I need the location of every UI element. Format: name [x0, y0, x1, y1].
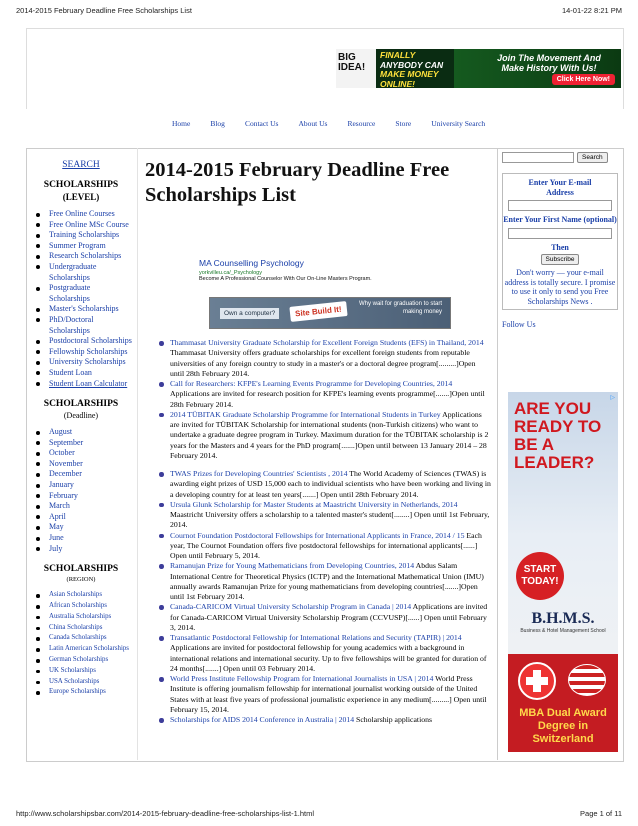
top-nav [172, 119, 505, 128]
list-item [157, 561, 491, 602]
swiss-flag-icon [518, 662, 556, 700]
strip-right-text: Why wait for graduation to start making money [358, 301, 442, 315]
list-item[interactable]: September [30, 438, 132, 449]
list-item[interactable]: March [30, 501, 132, 512]
item-text: World Press Institute is offering journalism fellowship for international journalist working outside of the United States with at least five years of professional journalistic experience in any medium[.........] Open until February 15, 2014. [170, 674, 487, 714]
text-ad-headline[interactable]: MA Counselling Psychology [199, 258, 304, 268]
banner-strip-ad[interactable] [209, 297, 451, 329]
sidebar-search-link[interactable]: SEARCH [62, 160, 100, 170]
list-item[interactable]: April [30, 512, 132, 523]
list-item[interactable]: May [30, 522, 132, 533]
privacy-note: Don't worry — your e-mail address is totally secure. I promise to use it only to send you Free Scholarships News . [504, 268, 616, 306]
email-label: Enter Your E-mail Address [528, 178, 592, 197]
search-button[interactable]: Search [577, 152, 608, 163]
nav-university-search[interactable]: University Search [431, 119, 486, 128]
list-item [157, 602, 491, 633]
left-sidebar [30, 160, 132, 707]
skyscraper-ad[interactable] [508, 392, 618, 752]
list-item[interactable]: February [30, 491, 132, 502]
item-text: Applications are invited for research position for KFPE's learning events programme[.......]Open until 28th February 2014. [170, 389, 485, 409]
main-content [145, 158, 493, 724]
strip-left-text: Own a computer? [220, 308, 279, 319]
page-title: 2014-2015 February Deadline Free Scholarships List [145, 159, 450, 206]
list-item[interactable]: June [30, 533, 132, 544]
follow-us-label: Follow Us [502, 320, 536, 329]
list-item [157, 379, 491, 410]
nav-home[interactable]: Home [172, 119, 191, 128]
list-item[interactable]: Europe Scholarships [30, 687, 132, 698]
email-field[interactable] [508, 200, 612, 211]
item-link[interactable]: Scholarships for AIDS 2014 Conference in Australia | 2014 [170, 715, 355, 724]
level-heading: SCHOLARSHIPS [43, 180, 119, 190]
list-item[interactable]: Summer Program [30, 241, 132, 252]
item-link[interactable]: World Press Institute Fellowship Program for International Journalists in USA | 2014 [170, 674, 434, 683]
item-link[interactable]: Ramanujan Prize for Young Mathematicians from Developing Countries, 2014 [170, 561, 415, 571]
banner-ad[interactable] [336, 49, 621, 88]
list-item[interactable]: Latin American Scholarships [30, 644, 132, 655]
scholarship-list [157, 338, 491, 725]
item-link[interactable]: Call for Researchers: KFPE's Learning Events Programme for Developing Countries, 2014 [170, 379, 453, 388]
name-field[interactable] [508, 228, 612, 239]
list-item[interactable]: January [30, 480, 132, 491]
item-text: Applications are invited for TÜBITAK Scholarship for international students (non-Turkish citizens) who want to undertake a graduate degree program in Turkey. Maximum duration for the TÜBITAK scholarship is 2 years for the Masters and 4 years for the PhD program[.......]Open until between 13 January 2014 – 28 February 2014. [170, 409, 489, 460]
item-text: Thammasat University offers graduate scholarships for excellent foreign students from reputable universities of any foreign country to study in a master's or a doctoral degree program[.........]Open until 28th February 2014. [170, 348, 476, 378]
ad-brand: B.H.M.S. [531, 610, 595, 627]
list-item[interactable]: Master's Scholarships [30, 304, 132, 315]
nav-store[interactable]: Store [395, 119, 412, 128]
item-text: Applications are invited for Canada-CARICOM Virtual University Scholarship Program (CCVUSP)[......] Open until February 3, 2014. [170, 602, 488, 632]
nav-contact[interactable]: Contact Us [244, 119, 279, 128]
list-item[interactable]: Student Loan [30, 368, 132, 379]
list-spacer [157, 461, 491, 469]
ad-brand-sub: Business & Hotel Management School [520, 628, 606, 634]
text-ad-url[interactable]: yorkvilleu.ca/_Psychology [199, 270, 262, 276]
item-link[interactable]: Thammasat University Graduate Scholarship for Excellent Foreign Students (EFS) in Thailand, 2014 [170, 338, 484, 347]
item-link[interactable]: Ursula Glunk Scholarship for Master Students at Maastricht University in Netherlands, 2014 [170, 499, 458, 509]
list-item[interactable]: PhD/Doctoral Scholarships [30, 315, 132, 336]
list-item[interactable]: China Scholarships [30, 623, 132, 634]
nav-blog[interactable]: Blog [210, 119, 225, 128]
ad-choices-icon[interactable]: ▷ [610, 395, 615, 401]
list-item[interactable]: Research Scholarships [30, 251, 132, 262]
newsletter-form [502, 173, 618, 310]
right-sidebar [502, 152, 618, 329]
list-item[interactable]: Australia Scholarships [30, 612, 132, 623]
item-text: Each year, The Cournot Foundation offers five postdoctoral fellowships for international applicants[......] Open until February 5, 2014. [170, 530, 482, 560]
item-link[interactable]: Cournot Foundation Postdoctoral Fellowships for International Applicants in France, 2014 / 15 [170, 530, 465, 540]
level-subheading: (LEVEL) [62, 192, 100, 202]
text-ad-body: Become A Professional Counselor With Our On-Line Masters Program. [199, 276, 372, 282]
list-item[interactable]: August [30, 427, 132, 438]
strip-mid-text: Site Build It! [289, 301, 347, 322]
print-footer-page: Page 1 of 11 [580, 809, 622, 818]
list-item [157, 674, 491, 715]
list-item[interactable]: Postdoctoral Scholarships [30, 336, 132, 347]
item-link[interactable]: 2014 TÜBITAK Graduate Scholarship Programme for International Students in Turkey [170, 409, 441, 419]
list-item [157, 410, 491, 461]
print-header-title: 2014-2015 February Deadline Free Scholarships List [16, 6, 192, 15]
list-item[interactable]: Fellowship Scholarships [30, 347, 132, 358]
banner-logo: BIG IDEA! [336, 49, 376, 88]
list-item[interactable]: December [30, 469, 132, 480]
item-text: The World Academy of Sciences (TWAS) is awarding eight prizes of USD 15,000 each to individual scientists who have been working and living in a developing country for at least ten years[.......] Open until 28th February 2014. [170, 469, 491, 499]
subscribe-button[interactable]: Subscribe [541, 254, 580, 265]
print-header-date: 14-01-22 8:21 PM [561, 6, 622, 15]
list-item [157, 715, 491, 725]
list-item [157, 633, 491, 674]
list-item[interactable]: July [30, 544, 132, 555]
list-item[interactable]: Training Scholarships [30, 230, 132, 241]
item-text: Abdus Salam International Centre for Theoretical Physics (ICTP) and the International Mathematical Union (IMU) annually awards Ramanujan Prize for young mathematicians from developing countries[.......]Open until 1st February 2014. [170, 561, 484, 601]
deadline-list [30, 427, 132, 554]
list-item[interactable]: Free Online MSc Course [30, 220, 132, 231]
ad-promo-panel [508, 654, 618, 752]
banner-line4: ONLINE! [380, 78, 415, 89]
banner-line1: FINALLY [380, 50, 416, 60]
banner-headline-area [454, 49, 621, 88]
nav-resource[interactable]: Resource [347, 119, 376, 128]
text-ad[interactable] [199, 258, 449, 284]
banner-headline: Join The Movement And Make History With Us! [497, 53, 601, 73]
list-item[interactable]: Undergraduate Scholarships [30, 262, 132, 283]
list-item [157, 531, 491, 562]
deadline-subheading: (Deadline) [63, 411, 99, 421]
region-list [30, 590, 132, 698]
list-item[interactable]: Free Online Courses [30, 209, 132, 220]
list-item[interactable]: October [30, 448, 132, 459]
list-item[interactable]: African Scholarships [30, 601, 132, 612]
right-divider [497, 148, 498, 760]
item-link[interactable]: Transatlantic Postdoctoral Fellowship for International Relations and Security (TAPIR) | 2014 [170, 633, 462, 642]
list-item [157, 469, 491, 500]
banner-slogan [376, 49, 454, 88]
list-item [157, 500, 491, 531]
level-list [30, 209, 132, 389]
left-divider [137, 148, 138, 760]
deadline-heading: SCHOLARSHIPS [43, 399, 119, 410]
region-subheading: (REGION) [66, 576, 96, 584]
us-flag-icon [568, 664, 606, 696]
search-box [502, 152, 618, 163]
banner-line3: MAKE MONEY [380, 69, 439, 79]
region-heading: SCHOLARSHIPS [43, 564, 119, 575]
nav-about[interactable]: About Us [298, 119, 328, 128]
list-item [157, 338, 491, 379]
list-item[interactable]: November [30, 459, 132, 470]
list-item[interactable]: USA Scholarships [30, 677, 132, 688]
banner-line2: ANYBODY CAN [380, 59, 444, 70]
list-item[interactable]: Canada Scholarships [30, 633, 132, 644]
item-text: Maastricht University offers a scholarship to a talented master's student[........] Open until 1st February, 2014. [170, 510, 490, 530]
list-item[interactable]: Student Loan Calculator [30, 379, 132, 390]
banner-cta-button[interactable]: Click Here Now! [552, 74, 615, 85]
list-item[interactable]: Postgraduate Scholarships [30, 283, 132, 304]
list-item[interactable]: University Scholarships [30, 357, 132, 368]
list-item[interactable]: German Scholarships [30, 655, 132, 666]
print-footer-url: http://www.scholarshipsbar.com/2014-2015-february-deadline-free-scholarships-list-1.html [16, 809, 315, 818]
item-link[interactable]: Canada-CARICOM Virtual University Scholarship Program in Canada | 2014 [170, 602, 412, 612]
name-label: Enter Your First Name (optional) [503, 215, 617, 224]
ad-start-badge: START TODAY! [516, 552, 564, 600]
list-item[interactable]: UK Scholarships [30, 666, 132, 677]
item-text: Applications are invited for postdoctoral fellowship for young academics with a background in international relations and international security. Up to five fellowships will be granted for duration of 24 months[.......] Open until 03 February 2014. [170, 643, 487, 673]
then-label: Then [551, 242, 569, 252]
ad-question: ARE YOU READY TO BE A LEADER? [514, 399, 602, 472]
ad-promo-text: MBA Dual Award Degree in Switzerland [519, 707, 607, 745]
item-text: Scholarship applications [354, 715, 432, 724]
search-input[interactable] [502, 152, 574, 163]
item-link[interactable]: TWAS Prizes for Developing Countries' Scientists , 2014 [170, 469, 348, 478]
list-item[interactable]: Asian Scholarships [30, 590, 132, 601]
